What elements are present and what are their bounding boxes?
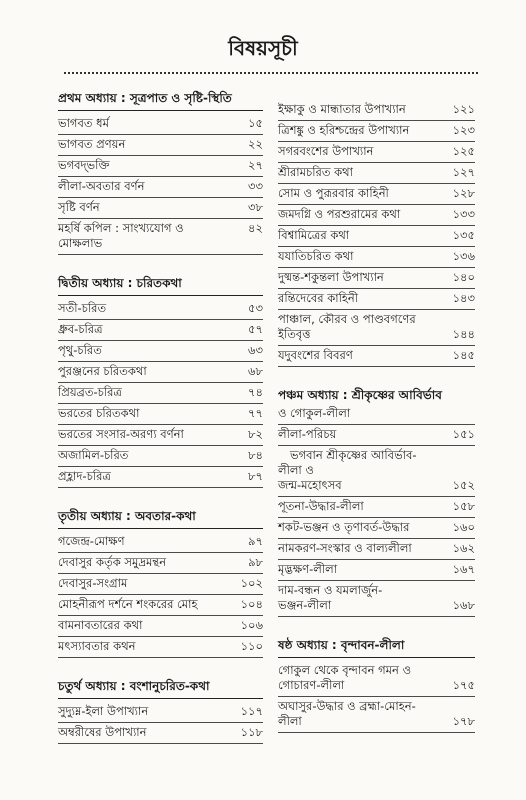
toc-entry[interactable] bbox=[278, 142, 475, 163]
entry-title: রন্তিদেবের কাহিনী bbox=[278, 291, 359, 305]
toc-entry[interactable] bbox=[278, 184, 475, 205]
entry-title-line: মহর্ষি কপিল : সাংখ্যযোগ ও bbox=[58, 221, 184, 235]
toc-entry[interactable] bbox=[278, 205, 475, 226]
toc-entry[interactable] bbox=[58, 553, 263, 574]
entry-title: সোম ও পুরূরবার কাহিনী bbox=[278, 186, 389, 200]
toc-entry[interactable] bbox=[58, 156, 263, 177]
entry-page: ১০৬ bbox=[240, 618, 263, 632]
entry-page: ৮৪ bbox=[248, 448, 263, 462]
entry-title-line: জন্ম-মহোৎসব bbox=[278, 478, 342, 492]
chapter-heading-continued: ও গোকুল-লীলা bbox=[278, 404, 475, 425]
entry-title: অজামিল-চরিত bbox=[58, 448, 129, 462]
entry-page: ১২৭ bbox=[452, 165, 475, 179]
entry-page: ১০৪ bbox=[240, 597, 263, 611]
chapter-1 bbox=[58, 90, 263, 255]
toc-entry[interactable] bbox=[278, 697, 475, 733]
entry-title: পূতনা-উদ্ধার-লীলা bbox=[278, 499, 364, 513]
entry-title: ধ্রুব-চরিত্র bbox=[58, 322, 103, 336]
toc-entry[interactable] bbox=[58, 177, 263, 198]
chapter-heading: পঞ্চম অধ্যায় : শ্রীকৃষ্ণের আবির্ভাব bbox=[278, 388, 442, 402]
entry-title: মৃদ্ভক্ষণ-লীলা bbox=[278, 562, 338, 576]
entry-page: ২২ bbox=[248, 137, 263, 151]
chapter-heading: ষষ্ঠ অধ্যায় : বৃন্দাবন-লীলা bbox=[278, 637, 475, 658]
entry-page: ৪২ bbox=[248, 221, 263, 235]
entry-title: প্রিয়ব্রত-চরিত্র bbox=[58, 385, 122, 399]
entry-title: নামকরণ-সংস্কার ও বাল্যলীলা bbox=[278, 541, 412, 555]
entry-page: ১৩৬ bbox=[452, 249, 475, 263]
entry-title-line: গোকুল থেকে বৃন্দাবন গমন ও bbox=[278, 663, 412, 677]
toc-entry[interactable] bbox=[58, 574, 263, 595]
entry-title: ইক্ষাকু ও মান্ধাতার উপাখ্যান bbox=[278, 102, 406, 116]
entry-page: ৩৮ bbox=[248, 200, 263, 214]
entry-title: জমদগ্নি ও পরশুরামের কথা bbox=[278, 207, 401, 221]
chapter-heading: প্রথম অধ্যায় : সূত্রপাত ও সৃষ্টি-স্থিতি bbox=[58, 90, 263, 111]
entry-title-line: ইতিবৃত্ত bbox=[278, 327, 311, 341]
entry-page: ১৪৩ bbox=[452, 291, 475, 305]
entry-page: ১৬৮ bbox=[452, 598, 475, 612]
entry-title-line: লীলা bbox=[278, 714, 302, 728]
title-divider bbox=[64, 72, 478, 74]
toc-entry[interactable] bbox=[278, 446, 475, 497]
entry-title: সগরবংশের উপাখ্যান bbox=[278, 144, 374, 158]
toc-entry[interactable] bbox=[58, 702, 263, 723]
chapter-heading: চতুর্থ অধ্যায় : বংশানুচরিত-কথা bbox=[58, 678, 263, 699]
toc-right-column bbox=[278, 90, 475, 753]
toc-entry[interactable] bbox=[278, 310, 475, 346]
entry-page: ৯৮ bbox=[248, 555, 263, 569]
toc-entry[interactable] bbox=[58, 320, 263, 341]
entry-page: ১২১ bbox=[452, 102, 475, 116]
chapter-4-continued bbox=[278, 100, 475, 367]
toc-entry[interactable] bbox=[58, 616, 263, 637]
entry-title: ত্রিশঙ্কু ও হরিশ্চন্দ্রের উপাখ্যান bbox=[278, 123, 410, 137]
entry-title: ভরতের সংসার-অরণ্য বর্ণনা bbox=[58, 427, 184, 441]
entry-page: ১৫১ bbox=[452, 427, 475, 441]
toc-entry[interactable] bbox=[278, 346, 475, 367]
chapter-2 bbox=[58, 275, 263, 488]
chapter-4 bbox=[58, 678, 263, 744]
entry-title: লীলা-অবতার বর্ণন bbox=[58, 179, 145, 193]
entry-title bbox=[278, 699, 443, 729]
entry-title: যযাতিচরিত কথা bbox=[278, 249, 354, 263]
entry-title: যদুবংশের বিবরণ bbox=[278, 348, 353, 362]
entry-page: ১৭৫ bbox=[452, 678, 475, 692]
entry-page: ১৪০ bbox=[452, 270, 475, 284]
entry-title bbox=[278, 583, 443, 613]
toc-left-column bbox=[58, 90, 263, 764]
entry-page: ১২৮ bbox=[452, 186, 475, 200]
chapter-heading: তৃতীয় অধ্যায় : অবতার-কথা bbox=[58, 508, 263, 529]
entry-title: দেবাসুর-সংগ্রাম bbox=[58, 576, 128, 590]
toc-entry[interactable] bbox=[278, 560, 475, 581]
toc-entry[interactable] bbox=[278, 247, 475, 268]
toc-entry[interactable] bbox=[278, 661, 475, 697]
toc-entry[interactable] bbox=[278, 289, 475, 310]
toc-entry[interactable] bbox=[58, 723, 263, 744]
entry-page: ১০২ bbox=[240, 576, 263, 590]
toc-entry[interactable] bbox=[278, 425, 475, 446]
toc-entry[interactable] bbox=[58, 299, 263, 320]
entry-title: অম্বরীষের উপাখ্যান bbox=[58, 725, 147, 739]
entry-title: ভরতের চরিতকথা bbox=[58, 406, 140, 420]
entry-page: ১৪৪ bbox=[452, 327, 475, 341]
entry-title bbox=[58, 221, 231, 251]
entry-page: ১১৮ bbox=[240, 725, 263, 739]
toc-entry[interactable] bbox=[58, 425, 263, 446]
toc-entry[interactable] bbox=[278, 268, 475, 289]
entry-page: ১৩৫ bbox=[452, 228, 475, 242]
entry-title: বামনাবতারের কথা bbox=[58, 618, 143, 632]
toc-entry[interactable] bbox=[58, 467, 263, 488]
toc-entry[interactable] bbox=[58, 114, 263, 135]
entry-page: ৬৮ bbox=[248, 364, 263, 378]
toc-entry[interactable] bbox=[278, 497, 475, 518]
entry-page: ৩৩ bbox=[248, 179, 263, 193]
entry-page: ১৭৮ bbox=[452, 714, 475, 728]
chapter-3 bbox=[58, 508, 263, 658]
toc-entry[interactable] bbox=[58, 532, 263, 553]
entry-title-line: ভঞ্জন-লীলা bbox=[278, 598, 332, 612]
entry-page: ১৬০ bbox=[452, 520, 475, 534]
entry-page: ১৬৭ bbox=[452, 562, 475, 576]
entry-title: মোহনীরূপ দর্শনে শংকরের মোহ bbox=[58, 597, 198, 611]
toc-entry[interactable] bbox=[58, 362, 263, 383]
entry-title: শ্রীরামচরিত কথা bbox=[278, 165, 353, 179]
entry-page: ১৫ bbox=[248, 116, 263, 130]
entry-title: সুদ্যুম্ন-ইলা উপাখ্যান bbox=[58, 704, 149, 718]
chapter-6 bbox=[278, 637, 475, 733]
entry-page: ২৭ bbox=[248, 158, 263, 172]
entry-title: ভাগবত প্রণয়ন bbox=[58, 137, 126, 151]
toc-entry[interactable] bbox=[58, 135, 263, 156]
entry-title-line: গোচারণ-লীলা bbox=[278, 678, 345, 692]
entry-title bbox=[278, 312, 443, 342]
entry-title: ভাগবত ধর্ম bbox=[58, 116, 109, 130]
entry-title: সৃষ্টি বর্ণন bbox=[58, 200, 100, 214]
entry-title: পুরঞ্জনের চরিতকথা bbox=[58, 364, 147, 378]
entry-title bbox=[278, 448, 443, 493]
entry-title bbox=[278, 663, 443, 693]
toc-entry[interactable] bbox=[58, 198, 263, 219]
toc-entry[interactable] bbox=[58, 404, 263, 425]
entry-title: লীলা-পরিচয় bbox=[278, 427, 337, 441]
entry-page: ১১০ bbox=[240, 639, 263, 653]
entry-page: ৬৩ bbox=[248, 343, 263, 357]
toc-entry[interactable] bbox=[278, 163, 475, 184]
entry-page: ৭৭ bbox=[248, 406, 263, 420]
entry-title: প্রহ্লাদ-চরিত্র bbox=[58, 469, 111, 483]
entry-title: মৎস্যাবতার কথন bbox=[58, 639, 136, 653]
entry-title: ভগবদ্‌ভক্তি bbox=[58, 158, 110, 172]
entry-page: ৮২ bbox=[248, 427, 263, 441]
entry-title: বিশ্বামিত্রের কথা bbox=[278, 228, 350, 242]
entry-title-line: অঘাসুর-উদ্ধার ও ব্রহ্মা-মোহন- bbox=[278, 699, 416, 713]
chapter-heading: দ্বিতীয় অধ্যায় : চরিতকথা bbox=[58, 275, 263, 296]
entry-page: ১৫২ bbox=[452, 478, 475, 492]
entry-title: দুষ্মন্ত-শকুন্তলা উপাখ্যান bbox=[278, 270, 384, 284]
page-title: বিষয়সূচী bbox=[228, 36, 298, 60]
toc-entry[interactable] bbox=[58, 446, 263, 467]
entry-page: ১৩৩ bbox=[452, 207, 475, 221]
toc-entry[interactable] bbox=[278, 581, 475, 617]
chapter-5 bbox=[278, 387, 475, 617]
toc-entry[interactable] bbox=[58, 383, 263, 404]
toc-entry[interactable] bbox=[278, 518, 475, 539]
toc-entry[interactable] bbox=[278, 121, 475, 142]
entry-title-line: ভগবান শ্রীকৃষ্ণের আবির্ভাব-লীলা ও bbox=[278, 448, 417, 477]
entry-page: ৫৩ bbox=[248, 301, 263, 315]
entry-title-line: দাম-বন্ধন ও যমলার্জুন- bbox=[278, 583, 383, 597]
entry-title: গজেন্দ্র-মোক্ষণ bbox=[58, 534, 125, 548]
entry-title-line: মোক্ষলাভ bbox=[58, 236, 103, 250]
toc-entry[interactable] bbox=[58, 341, 263, 362]
toc-entry[interactable] bbox=[58, 637, 263, 658]
toc-entry[interactable] bbox=[278, 226, 475, 247]
entry-title: দেবাসুর কর্তৃক সমুদ্রমন্থন bbox=[58, 555, 167, 569]
entry-page: ৮৭ bbox=[248, 469, 263, 483]
toc-entry[interactable] bbox=[278, 100, 475, 121]
toc-entry[interactable] bbox=[278, 539, 475, 560]
entry-page: ১২৫ bbox=[452, 144, 475, 158]
entry-page: ১৪৫ bbox=[452, 348, 475, 362]
entry-page: ১৬২ bbox=[452, 541, 475, 555]
entry-title: সতী-চরিত bbox=[58, 301, 107, 315]
entry-title-line: পাঞ্চাল, কৌরব ও পাণ্ডবগণের bbox=[278, 312, 416, 326]
entry-page: ১৫৮ bbox=[452, 499, 475, 513]
entry-page: ১১৭ bbox=[240, 704, 263, 718]
entry-page: ৫৭ bbox=[248, 322, 263, 336]
toc-entry[interactable] bbox=[58, 219, 263, 255]
entry-page: ৯৭ bbox=[248, 534, 263, 548]
entry-title: শকট-ভঞ্জন ও তৃণাবর্ত-উদ্ধার bbox=[278, 520, 410, 534]
entry-page: ৭৪ bbox=[248, 385, 263, 399]
toc-entry[interactable] bbox=[58, 595, 263, 616]
entry-title: পৃথু-চরিত bbox=[58, 343, 102, 357]
entry-page: ১২৩ bbox=[452, 123, 475, 137]
